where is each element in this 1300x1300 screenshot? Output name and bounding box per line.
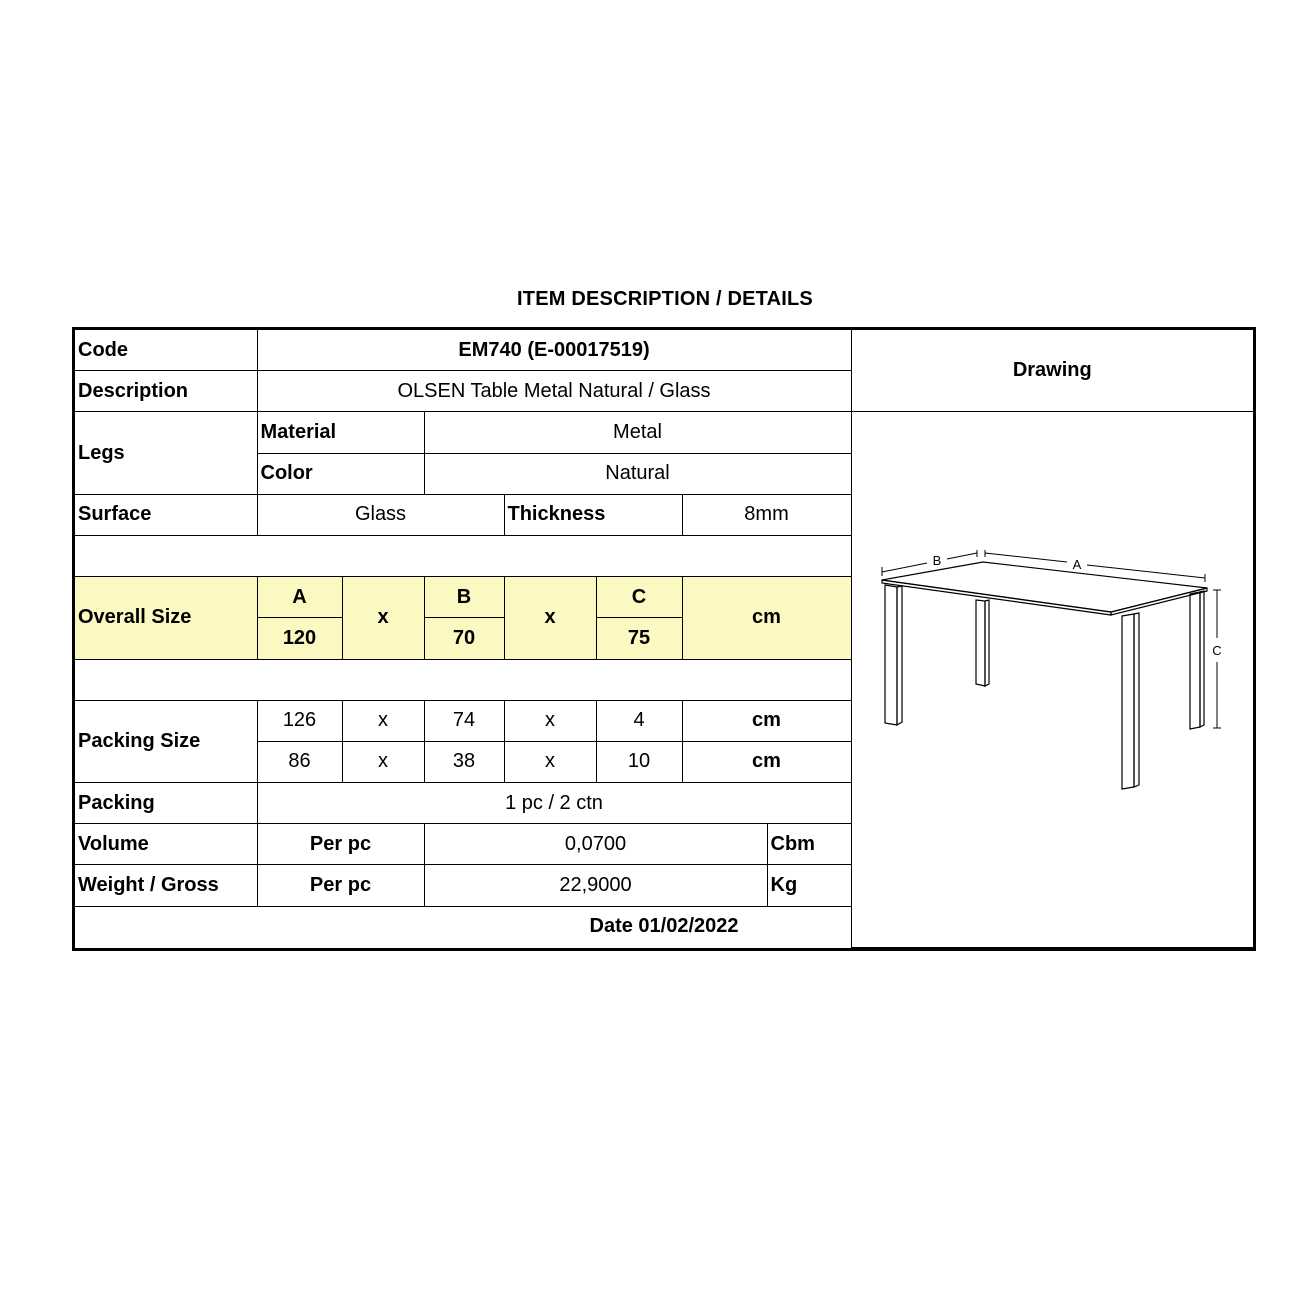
thickness-value: 8mm	[682, 494, 851, 535]
document-title: ITEM DESCRIPTION / DETAILS	[517, 288, 813, 310]
volume-value: 0,0700	[424, 824, 767, 865]
packing-1-unit: cm	[682, 700, 851, 741]
thickness-label: Thickness	[504, 494, 682, 535]
packing-2-sep-1: x	[342, 741, 424, 782]
dimension-label-c: C	[1212, 642, 1222, 658]
spec-sheet	[72, 327, 1256, 951]
dimension-lines	[882, 550, 1221, 728]
overall-a-label: A	[257, 577, 342, 618]
overall-b-label: B	[424, 577, 504, 618]
leg-back-left	[976, 600, 989, 686]
drawing-area	[851, 412, 1253, 948]
row-code	[75, 330, 1253, 371]
packing-2-c: 10	[596, 741, 682, 782]
row-date	[75, 906, 1253, 947]
spec-table	[75, 330, 1253, 948]
overall-b-value: 70	[424, 618, 504, 659]
material-label: Material	[257, 412, 424, 453]
color-label: Color	[257, 453, 424, 494]
overall-c-label: C	[596, 577, 682, 618]
code-label: Code	[75, 330, 257, 371]
overall-sep-2: x	[504, 577, 596, 659]
packing-label: Packing	[75, 783, 257, 824]
surface-label: Surface	[75, 494, 257, 535]
spacer-cell	[75, 659, 851, 700]
drawing-header: Drawing	[851, 330, 1253, 412]
volume-label: Volume	[75, 824, 257, 865]
date-footer: Date 01/02/2022	[75, 906, 1253, 947]
legs-label: Legs	[75, 412, 257, 494]
packing-1-b: 74	[424, 700, 504, 741]
packing-1-c: 4	[596, 700, 682, 741]
description-value: OLSEN Table Metal Natural / Glass	[257, 371, 851, 412]
leg-front-left	[885, 585, 902, 725]
overall-sep-1: x	[342, 577, 424, 659]
packing-2-b: 38	[424, 741, 504, 782]
packing-1-sep-1: x	[342, 700, 424, 741]
spacer-cell	[75, 535, 851, 576]
code-value: EM740 (E-00017519)	[257, 330, 851, 371]
tabletop-edge-front	[882, 580, 1111, 615]
packing-size-label: Packing Size	[75, 700, 257, 782]
volume-unit: Cbm	[767, 824, 851, 865]
row-legs-material	[75, 412, 1253, 453]
dimension-label-a: A	[1072, 556, 1082, 572]
overall-a-value: 120	[257, 618, 342, 659]
tabletop-edge-side	[1111, 588, 1207, 615]
packing-2-sep-2: x	[504, 741, 596, 782]
packing-value: 1 pc / 2 ctn	[257, 783, 851, 824]
packing-1-a: 126	[257, 700, 342, 741]
weight-unit: Kg	[767, 865, 851, 906]
leg-back-right	[1190, 591, 1204, 729]
packing-2-a: 86	[257, 741, 342, 782]
leg-front-right	[1122, 613, 1139, 789]
surface-value: Glass	[257, 494, 504, 535]
material-value: Metal	[424, 412, 851, 453]
weight-per: Per pc	[257, 865, 424, 906]
description-label: Description	[75, 371, 257, 412]
overall-c-value: 75	[596, 618, 682, 659]
overall-size-label: Overall Size	[75, 577, 257, 659]
volume-per: Per pc	[257, 824, 424, 865]
weight-label: Weight / Gross	[75, 865, 257, 906]
weight-value: 22,9000	[424, 865, 767, 906]
color-value: Natural	[424, 453, 851, 494]
overall-unit: cm	[682, 577, 851, 659]
dimension-label-b: B	[932, 552, 942, 568]
table-drawing	[872, 550, 1232, 810]
packing-1-sep-2: x	[504, 700, 596, 741]
packing-2-unit: cm	[682, 741, 851, 782]
